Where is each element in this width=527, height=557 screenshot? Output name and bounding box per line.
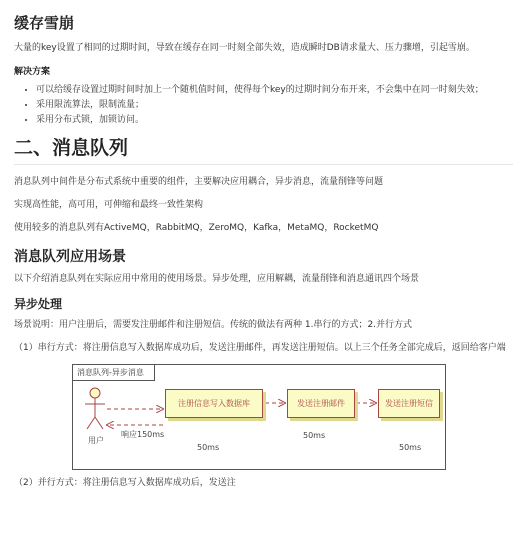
parallel-description: （2）并行方式：将注册信息写入数据库成功后，发送注 bbox=[14, 478, 236, 488]
user-actor-icon bbox=[85, 388, 105, 429]
avalanche-description: 大量的key设置了相同的过期时间，导致在缓存在同一时刻全部失效，造成瞬时DB请求量大、压力骤增，引起雪崩。 bbox=[14, 43, 475, 53]
list-item: • 可以给缓存设置过期时间时加上一个随机值时间，使得每个key的过期时间分布开来，不会集中在同一时刻失效； bbox=[36, 83, 513, 97]
mq-paragraph: 消息队列中间件是分布式系统中重要的组件，主要解决应用耦合，异步消息，流量削锋等问题 bbox=[14, 177, 384, 187]
time-label-step1: 50ms bbox=[197, 443, 220, 452]
solution-list bbox=[14, 83, 513, 127]
solution-heading: 解决方案 bbox=[14, 67, 51, 77]
response-time-label: 响应150ms bbox=[121, 430, 165, 439]
section-title-cache-avalanche: 缓存雪崩 bbox=[14, 14, 75, 32]
mq-paragraph: 实现高性能，高可用，可伸缩和最终一致性架构 bbox=[14, 200, 204, 210]
section-title-message-queue: 二、消息队列 bbox=[14, 133, 513, 165]
diagram-frame-label: 消息队列-异步消息 bbox=[73, 365, 155, 381]
scene-description: 场景说明：用户注册后，需要发注册邮件和注册短信。传统的做法有两种 1.串行的方式；2.并行方式 bbox=[14, 320, 413, 330]
section-title-mq-scenarios: 消息队列应用场景 bbox=[14, 249, 126, 265]
mq-paragraph: 使用较多的消息队列有ActiveMQ，RabbitMQ，ZeroMQ，Kafka，MetaMQ，RocketMQ bbox=[14, 223, 379, 233]
time-label-step3: 50ms bbox=[399, 443, 422, 452]
list-item: • 采用分布式锁，加锁访问。 bbox=[36, 113, 513, 127]
async-sequence-diagram bbox=[72, 364, 446, 470]
step-send-email-box: 发送注册邮件 bbox=[287, 389, 355, 418]
serial-description: （1）串行方式：将注册信息写入数据库成功后，发送注册邮件，再发送注册短信。以上三个任务全部完成后，返回给客户端 bbox=[14, 343, 506, 353]
async-heading: 异步处理 bbox=[14, 297, 63, 311]
time-label-step2: 50ms bbox=[303, 431, 326, 440]
step-send-sms-box: 发送注册短信 bbox=[378, 389, 440, 418]
step-write-db-box: 注册信息写入数据库 bbox=[165, 389, 263, 418]
scenarios-intro: 以下介绍消息队列在实际应用中常用的使用场景。异步处理，应用解耦，流量削锋和消息通讯四个场景 bbox=[14, 274, 420, 284]
list-item: • 采用限流算法，限制流量； bbox=[36, 98, 513, 112]
actor-label: 用户 bbox=[88, 436, 104, 445]
